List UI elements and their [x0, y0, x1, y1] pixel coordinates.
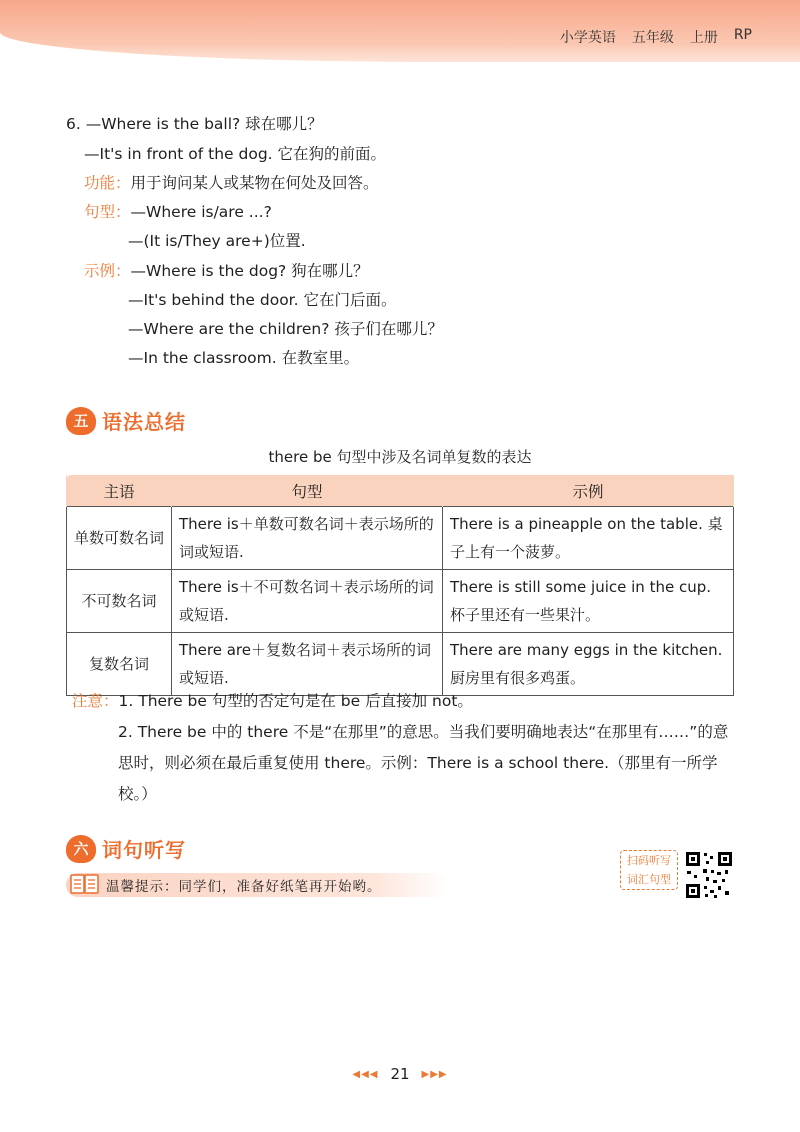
item6-pattern [84, 200, 272, 222]
function-text: 用于询问某人或某物在何处及回答。 [130, 174, 379, 192]
item6-example [84, 259, 369, 281]
next-arrows-icon: ▶▶▶ [421, 1068, 448, 1080]
pattern-label: 句型： [84, 203, 131, 221]
header-volume: 上册 [689, 30, 718, 46]
section6-badge: 六 [66, 835, 96, 863]
example-line-1: —Where is the dog? 狗在哪儿？ [130, 262, 369, 280]
pattern-question: —Where is/are ...? [130, 203, 272, 221]
note-1 [72, 686, 742, 717]
pattern-answer: —(It is/They are+)位置. [128, 232, 306, 250]
header-pattern-col: 句型 [172, 475, 443, 507]
note-label: 注意： [72, 692, 119, 710]
row-pattern: There is＋单数可数名词＋表示场所的词或短语. [172, 507, 443, 570]
prev-arrows-icon: ◀◀◀ [352, 1068, 379, 1080]
row-example: There are many eggs in the kitchen. 厨房里有很多鸡蛋。 [443, 633, 734, 696]
row-example: There is a pineapple on the table. 桌子上有一个菠萝。 [443, 507, 734, 570]
note-1-text: 1. There be 句型的否定句是在 be 后直接加 not。 [118, 692, 473, 710]
section6-title: 词句听写 [102, 838, 186, 862]
tip-text: 温馨提示：同学们，准备好纸笔再开始哟。 [106, 879, 382, 895]
item6-question: 6. —Where is the ball? 球在哪儿？ [66, 115, 323, 133]
header-grade: 五年级 [631, 30, 674, 46]
example-label: 示例： [84, 262, 131, 280]
qr-label: 扫码听写 词汇句型 [620, 850, 678, 890]
qr-block[interactable] [620, 848, 736, 902]
row-subject: 单数可数名词 [67, 507, 172, 570]
section5-title: 语法总结 [102, 410, 186, 434]
notebook-icon [68, 867, 102, 901]
notes-block [72, 686, 742, 810]
item6-answer: —It's in front of the dog. 它在狗的前面。 [84, 145, 387, 163]
section5-badge: 五 [66, 407, 96, 435]
header-subject: 小学英语 [559, 30, 616, 46]
tip-box [66, 873, 448, 897]
table-row [67, 507, 734, 570]
header-example-col: 示例 [443, 475, 734, 507]
row-subject: 不可数名词 [67, 570, 172, 633]
table-header-row [67, 475, 734, 507]
page-number: 21 [390, 1065, 410, 1083]
example-line-2: —It's behind the door. 它在门后面。 [128, 291, 397, 309]
header-meta [560, 27, 752, 47]
row-pattern: There is＋不可数名词＋表示场所的词或短语. [172, 570, 443, 633]
grammar-table [66, 475, 734, 696]
function-label: 功能： [84, 174, 131, 192]
section5-heading [66, 406, 186, 435]
header-edition: RP [733, 27, 752, 43]
row-subject: 复数名词 [67, 633, 172, 696]
row-example: There is still some juice in the cup. 杯子里还有一些果汁。 [443, 570, 734, 633]
table-title: there be 句型中涉及名词单复数的表达 [268, 448, 532, 466]
table-row [67, 570, 734, 633]
page-footer [0, 1065, 800, 1083]
example-line-4: —In the classroom. 在教室里。 [128, 349, 360, 367]
header-subject-col: 主语 [67, 475, 172, 507]
note-2: 2. There be 中的 there 不是“在那里”的意思。当我们要明确地表达“在那里有……”的意思时，则必须在最后重复使用 there。示例：There is a school there.（那里有一所学校。） [118, 723, 729, 803]
row-pattern: There are＋复数名词＋表示场所的词或短语. [172, 633, 443, 696]
section6-heading [66, 834, 186, 863]
item6-function [84, 171, 379, 193]
qr-code-icon[interactable] [684, 850, 734, 900]
example-line-3: —Where are the children? 孩子们在哪儿？ [128, 320, 443, 338]
